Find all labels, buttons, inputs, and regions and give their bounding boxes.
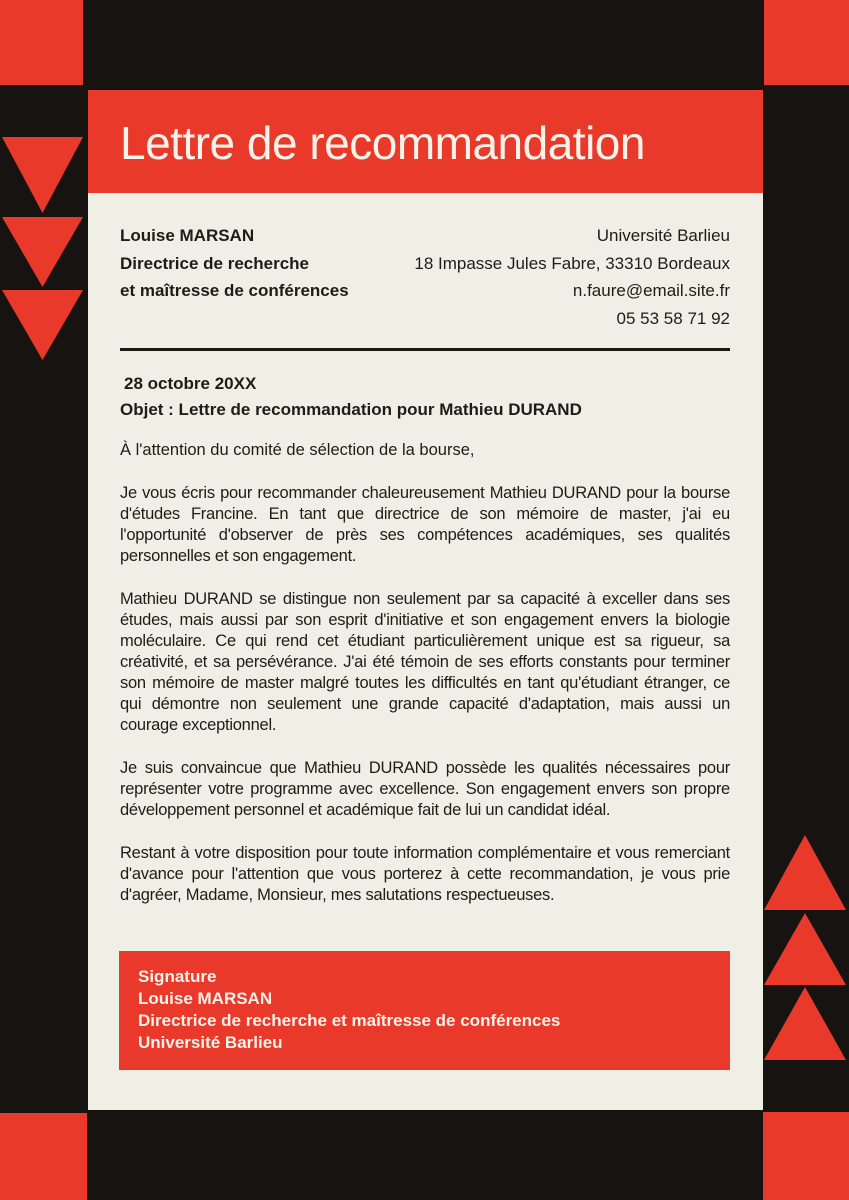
letter-page — [88, 90, 763, 1110]
triangle-up-icon — [764, 987, 846, 1060]
triangle-down-icon — [2, 290, 83, 360]
divider-rule — [120, 348, 730, 351]
contact-address: 18 Impasse Jules Fabre, 33310 Bordeaux — [414, 253, 730, 273]
signature-label: Signature — [138, 967, 217, 986]
signature-title: Directrice de recherche et maîtresse de conférences — [138, 1011, 561, 1030]
letter-subject: Objet : Lettre de recommandation pour Mathieu DURAND — [120, 400, 582, 419]
signature-name: Louise MARSAN — [138, 989, 273, 1008]
sender-role-line2: et maîtresse de conférences — [120, 281, 349, 300]
triangle-down-icon — [2, 137, 83, 213]
letter-salutation: À l'attention du comité de sélection de la bourse, — [120, 441, 475, 459]
triangle-up-icon — [764, 835, 846, 910]
sender-name: Louise MARSAN — [120, 226, 255, 245]
sender-contact-row — [120, 222, 730, 332]
corner-square-top-right — [764, 0, 849, 85]
header-banner — [88, 90, 763, 193]
letter-paragraph: Restant à votre disposition pour toute information complémentaire et vous remerciant d'avance pour l'attention que vous porterez à cette recommandation, je vous prie d'agréer, Madame, Monsieur, mes salutations respectueuses. — [120, 844, 730, 904]
corner-square-top-left — [0, 0, 83, 85]
letter-paragraph: Je vous écris pour recommander chaleureusement Mathieu DURAND pour la bourse d'études Francine. En tant que directrice de son mémoire de master, j'ai eu l'opportunité d'observer de près ses compétences académiques, ses qualités personnelles et son engagement. — [120, 484, 730, 565]
corner-square-bottom-right — [763, 1112, 849, 1200]
sender-block — [120, 222, 349, 332]
contact-phone: 05 53 58 71 92 — [616, 308, 730, 328]
contact-organization: Université Barlieu — [596, 226, 730, 245]
triangle-up-icon — [764, 913, 846, 985]
contact-block — [414, 222, 730, 332]
page-title: Lettre de recommandation — [120, 116, 645, 169]
signature-organization: Université Barlieu — [138, 1033, 283, 1052]
letter-paragraph: Je suis convaincue que Mathieu DURAND possède les qualités nécessaires pour représenter votre programme avec excellence. Son engagement envers son propre développement personnel et académique fait de lui un candidat idéal. — [120, 759, 730, 819]
triangle-down-icon — [2, 217, 83, 287]
letter-content — [88, 222, 763, 1070]
letter-paragraph: Mathieu DURAND se distingue non seulement par sa capacité à exceller dans ses études, mais aussi par son esprit d'initiative et son engagement envers la biologie moléculaire. Ce qui rend cet étudiant particulièrement unique est sa rigueur, sa créativité, et sa persévérance. J'ai été témoin de ses efforts constants pour terminer son mémoire de master malgré toutes les difficultés en tant qu'étudiant étranger, ce qui démontre non seulement une grande capacité d'adaptation, mais aussi un courage exceptionnel. — [120, 590, 730, 734]
corner-square-bottom-left — [0, 1113, 87, 1200]
sender-role-line1: Directrice de recherche — [120, 253, 309, 273]
signature-block — [119, 951, 730, 1070]
letter-date: 28 octobre 20XX — [124, 374, 257, 393]
contact-email: n.faure@email.site.fr — [572, 281, 730, 300]
